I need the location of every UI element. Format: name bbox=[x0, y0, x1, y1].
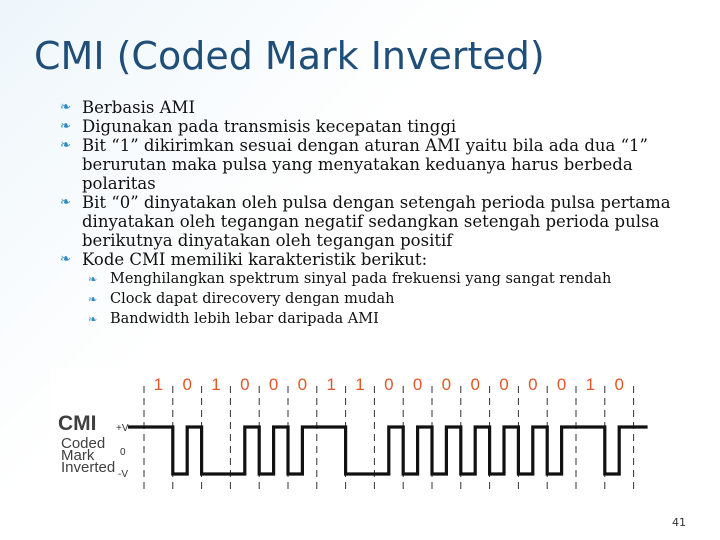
sub-bullet-item bbox=[88, 269, 700, 289]
sub-bullet-text: Clock dapat direcovery dengan mudah bbox=[110, 291, 395, 307]
sub-bullet-item bbox=[88, 289, 700, 309]
bullet-text: Bit “1” dikirimkan sesuai dengan aturan AMI yaitu bila ada dua “1” berurutan maka pulsa yang menyatakan keduanya harus berbeda polaritas bbox=[82, 136, 648, 193]
bit-label: 1 bbox=[355, 375, 365, 394]
sub-bullet-text: Bandwidth lebih lebar daripada AMI bbox=[110, 311, 379, 327]
voltage-label-negative: -V bbox=[118, 469, 128, 480]
bullet-icon: ❧ bbox=[60, 252, 71, 267]
bullet-item bbox=[60, 136, 700, 193]
diagram-label-line: Inverted bbox=[61, 459, 116, 476]
bullet-text: Berbasis AMI bbox=[82, 98, 195, 117]
bullet-item bbox=[60, 117, 700, 136]
bit-sequence bbox=[154, 375, 624, 394]
diagram-label-line: Coded bbox=[61, 435, 106, 452]
bit-label: 1 bbox=[211, 375, 221, 394]
bullet-icon: ❧ bbox=[60, 195, 71, 210]
cmi-waveform bbox=[128, 427, 648, 474]
bullet-icon: ❧ bbox=[88, 273, 98, 286]
sub-bullet-text: Menghilangkan spektrum sinyal pada frekuensi yang sangat rendah bbox=[110, 271, 612, 287]
bullet-icon: ❧ bbox=[60, 119, 71, 134]
bullet-icon: ❧ bbox=[60, 100, 71, 115]
bit-label: 0 bbox=[384, 375, 394, 394]
voltage-label-positive: +V bbox=[116, 423, 129, 434]
voltage-label-zero: 0 bbox=[120, 447, 126, 458]
bit-label: 0 bbox=[470, 375, 480, 394]
diagram-label-title: CMI bbox=[58, 412, 97, 435]
diagram-label-line: Mark bbox=[61, 447, 95, 464]
bit-label: 1 bbox=[326, 375, 336, 394]
bit-label: 0 bbox=[441, 375, 452, 394]
bit-label: 1 bbox=[585, 375, 596, 394]
bit-label: 0 bbox=[297, 375, 308, 394]
bullet-text: Kode CMI memiliki karakteristik berikut: bbox=[82, 250, 428, 269]
bit-label: 0 bbox=[614, 375, 624, 394]
bullet-item bbox=[60, 250, 700, 269]
page-number: 41 bbox=[672, 516, 686, 529]
bullet-icon: ❧ bbox=[88, 313, 98, 326]
bullet-item bbox=[60, 98, 700, 117]
sub-bullet-item bbox=[88, 309, 700, 329]
bullet-item bbox=[60, 193, 700, 250]
bit-label: 0 bbox=[528, 375, 538, 394]
bit-label: 0 bbox=[268, 375, 279, 394]
bullet-text: Digunakan pada transmisis kecepatan tinggi bbox=[82, 117, 457, 136]
bullet-text: Bit “0” dinyatakan oleh pulsa dengan setengah perioda pulsa pertama dinyatakan oleh tegangan negatif sedangkan setengah perioda pulsa berikutnya dinyatakan oleh tegangan positif bbox=[82, 193, 671, 250]
cmi-diagram bbox=[50, 368, 648, 496]
bit-label: 0 bbox=[556, 375, 567, 394]
bit-label: 0 bbox=[240, 375, 250, 394]
bit-label: 1 bbox=[153, 375, 164, 394]
bit-label: 0 bbox=[499, 375, 509, 394]
bit-label: 0 bbox=[182, 375, 192, 394]
bullet-list bbox=[60, 98, 700, 329]
bullet-icon: ❧ bbox=[60, 138, 71, 153]
cmi-waveform-figure bbox=[50, 368, 648, 496]
slide-title: CMI (Coded Mark Inverted) bbox=[34, 34, 545, 78]
bit-label: 0 bbox=[412, 375, 423, 394]
bullet-icon: ❧ bbox=[88, 293, 98, 306]
